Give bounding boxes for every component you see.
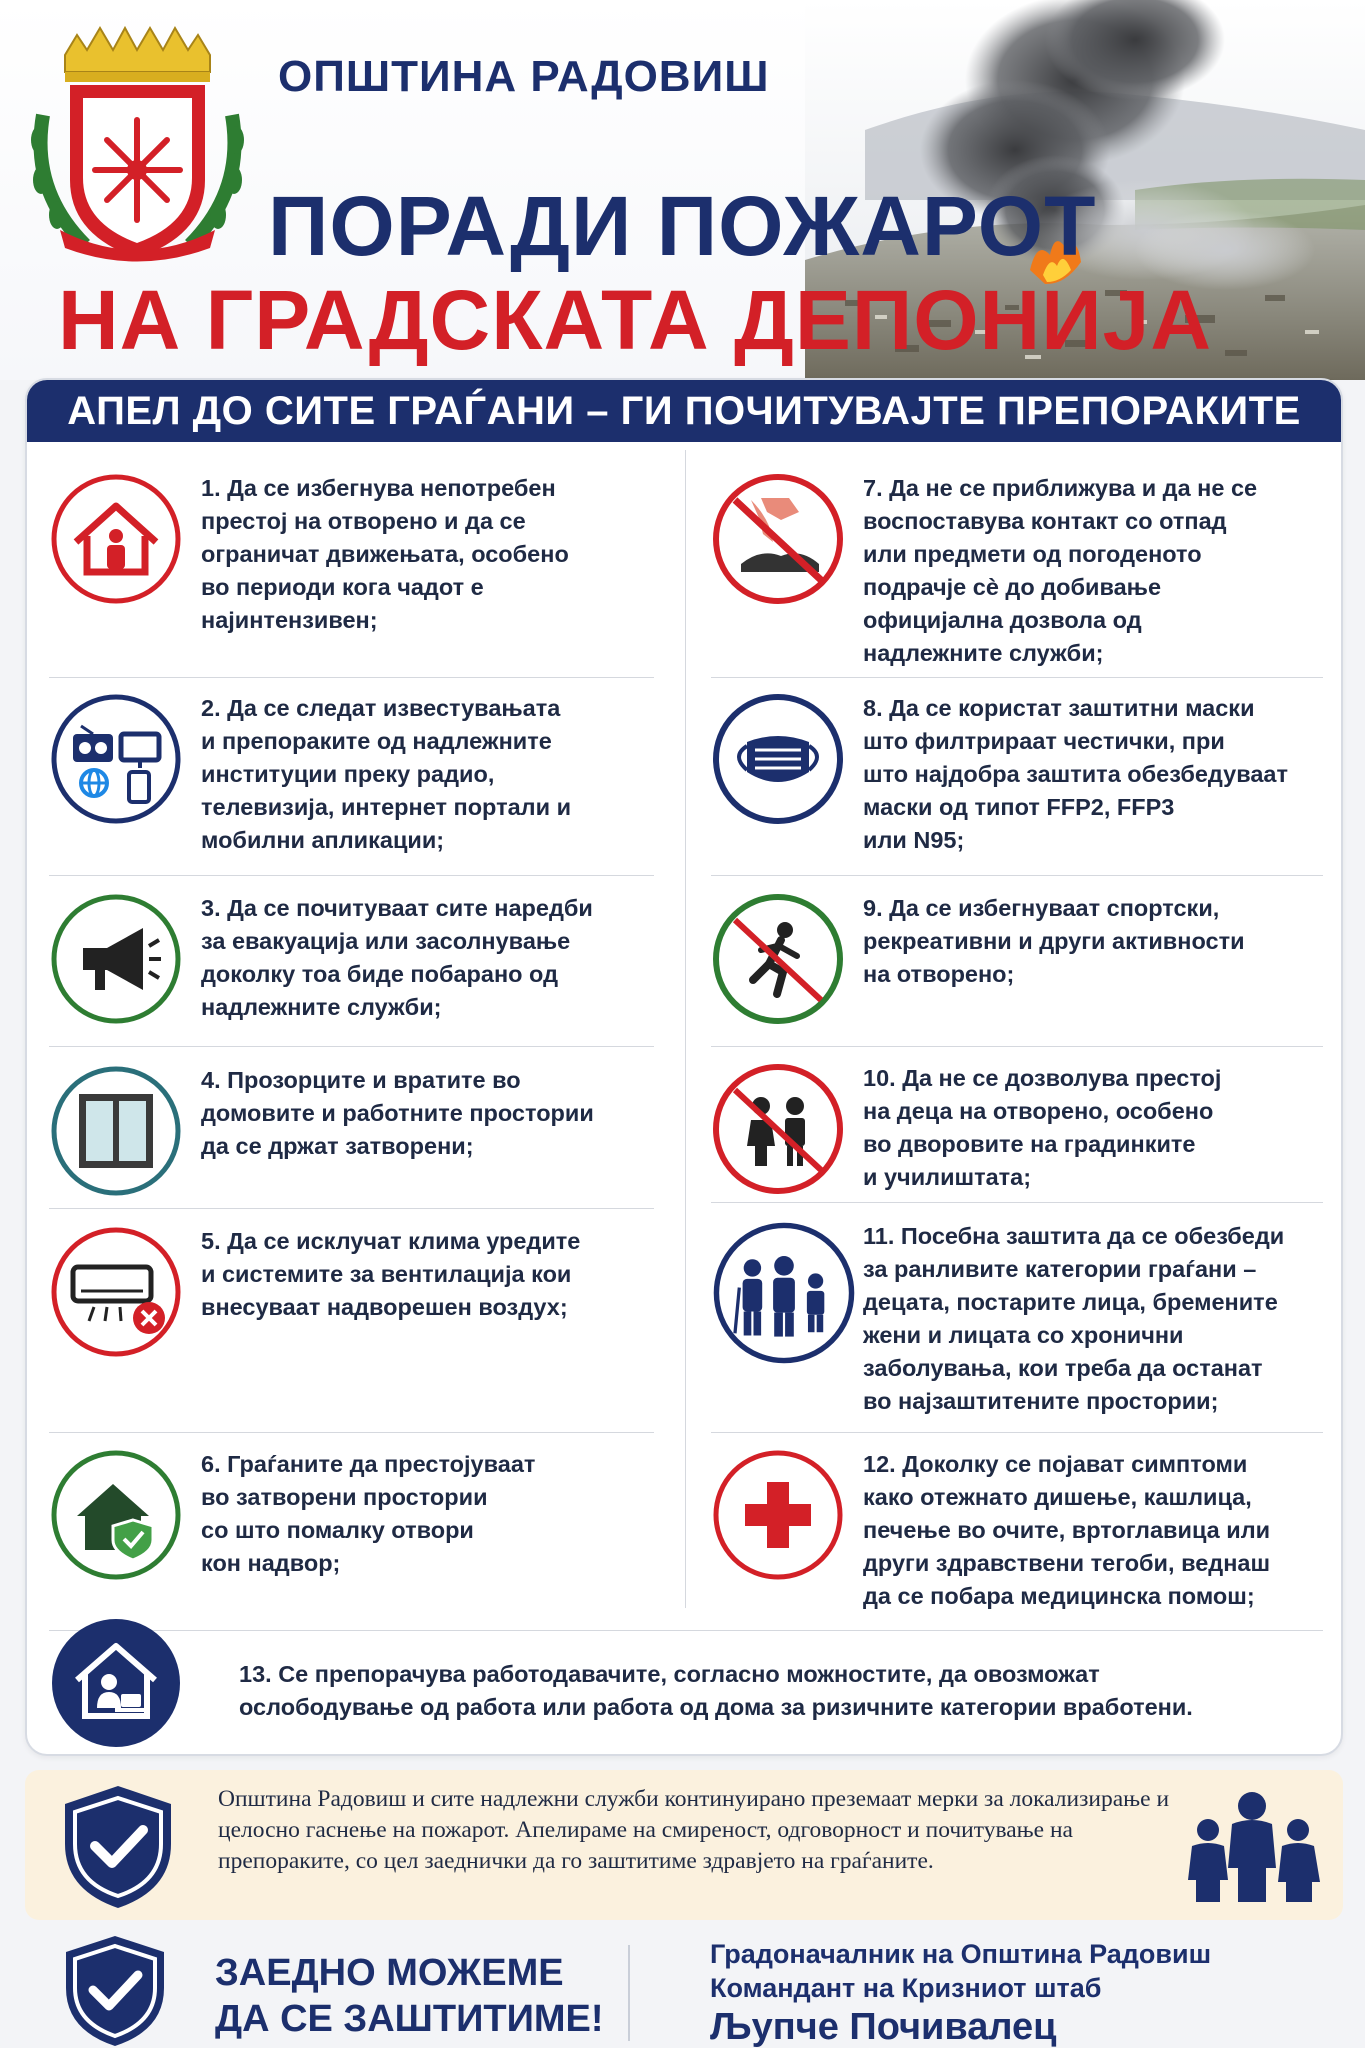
row-divider: [711, 1202, 1323, 1203]
header: [0, 0, 1365, 380]
info-panel: [25, 1770, 1343, 1920]
recommendation-text: 5. Да се исклучат клима уредите и системите за вентилација кои внесуваат надворешен воздух;: [201, 1228, 581, 1320]
no-touch-waste-icon: [711, 472, 845, 606]
signatory-name: Љупче Почивалец: [710, 2006, 1057, 2048]
house-person-icon: [49, 472, 183, 606]
no-children-icon: [711, 1062, 845, 1196]
medical-cross-icon: [711, 1448, 845, 1582]
recommendations-card: [25, 378, 1343, 1756]
home-office-icon: [49, 1616, 183, 1750]
signatory-role-commander: Командант на Кризниот штаб: [710, 1973, 1102, 2003]
recommendation-text: 1. Да се избегнува непотребен престој на отворено и да се ограничат движењата, особено во периоди кога чадот е најинтензивен;: [201, 475, 569, 633]
info-text: Општина Радовиш и сите надлежни служби континуирано преземаат мерки за локализирање и целосно гаснење на пожарот. Апелираме на смиреност, одговорност и почитување на препораките, со цел заеднички да го заштитиме здравјето на граѓаните.: [218, 1786, 1170, 1874]
recommendation-text: 4. Прозорците и вратите во домовите и работните простории да се држат затворени;: [201, 1067, 594, 1159]
media-devices-icon: [49, 692, 183, 826]
recommendation-text: 2. Да се следат известувањата и препораките од надлежните институции преку радио, телевизија, интернет портали и мобилни апликации;: [201, 695, 572, 853]
slogan: ЗАЕДНО МОЖЕМЕ ДА СЕ ЗАШТИТИМЕ!: [215, 1952, 604, 2040]
vulnerable-family-icon: [711, 1220, 857, 1366]
recommendation-text: 12. Доколку се појават симптоми како отежнато дишење, кашлица, печење во очите, вртоглавица или други здравствени тегоби, веднаш да се побара медицинска помош;: [863, 1451, 1271, 1609]
row-divider: [711, 677, 1323, 678]
municipality-name: ОПШТИНА РАДОВИШ: [278, 52, 770, 101]
appeal-banner: АПЕЛ ДО СИТЕ ГРАЃАНИ – ГИ ПОЧИТУВАЈТЕ ПРЕПОРАКИТЕ: [27, 380, 1341, 442]
row-divider: [49, 1630, 1323, 1631]
coat-of-arms-logo: [25, 20, 250, 270]
house-shield-icon: [49, 1448, 183, 1582]
face-mask-icon: [711, 692, 845, 826]
row-divider: [49, 1432, 654, 1433]
row-divider: [711, 1046, 1323, 1047]
no-running-icon: [711, 892, 845, 1026]
recommendation-text: 6. Граѓаните да престојуваат во затворени простории со што помалку отвори кон надвор;: [201, 1451, 536, 1576]
signatory-role-mayor: Градоначалник на Општина Радовиш: [710, 1939, 1212, 1969]
row-divider: [711, 1432, 1323, 1433]
row-divider: [49, 1208, 654, 1209]
footer-divider: [628, 1945, 630, 2041]
headline-line-1: ПОРАДИ ПОЖАРОТ: [268, 179, 1097, 273]
family-icon: [1180, 1790, 1325, 1905]
window-icon: [49, 1064, 183, 1198]
recommendation-text: 8. Да се користат заштитни маски што филтрираат честички, при што најдобра заштита обезбедуваат маски од типот FFP2, FFP3 или N95;: [863, 695, 1288, 853]
air-conditioner-off-icon: [49, 1225, 183, 1359]
row-divider: [711, 875, 1323, 876]
recommendation-text: 7. Да не се приближува и да не се воспоставува контакт со отпад или предмети од погоденото подрачје сè до добивање официјална дозвола од надлежните служби;: [863, 475, 1258, 666]
recommendation-text: 13. Се препорачува работодавачите, согласно можностите, да овозможат ослободување од работа или работа од дома за ризичните категории вработени.: [239, 1661, 1193, 1720]
row-divider: [49, 1046, 654, 1047]
megaphone-icon: [49, 892, 183, 1026]
shield-check-icon: [59, 1782, 177, 1912]
column-divider: [685, 450, 686, 1608]
row-divider: [49, 677, 654, 678]
recommendation-text: 10. Да не се дозволува престој на деца на отворено, особено во дворовите на градинките и училиштата;: [863, 1065, 1222, 1190]
row-divider: [49, 875, 654, 876]
shield-check-icon: [60, 1932, 170, 2048]
recommendation-text: 9. Да се избегнуваат спортски, рекреативни и други активности на отворено;: [863, 895, 1245, 987]
recommendation-text: 3. Да се почитуваат сите наредби за евакуација или засолнување доколку тоа биде побарано од надлежните служби;: [201, 895, 593, 1020]
recommendation-text: 11. Посебна заштита да се обезбеди за ранливите категории граѓани – децата, постарите лица, бремените жени и лицата со хронични заболувања, кои треба да останат во најзаштитените простории;: [863, 1223, 1285, 1414]
headline-line-2: НА ГРАДСКАТА ДЕПОНИЈА: [58, 273, 1212, 367]
